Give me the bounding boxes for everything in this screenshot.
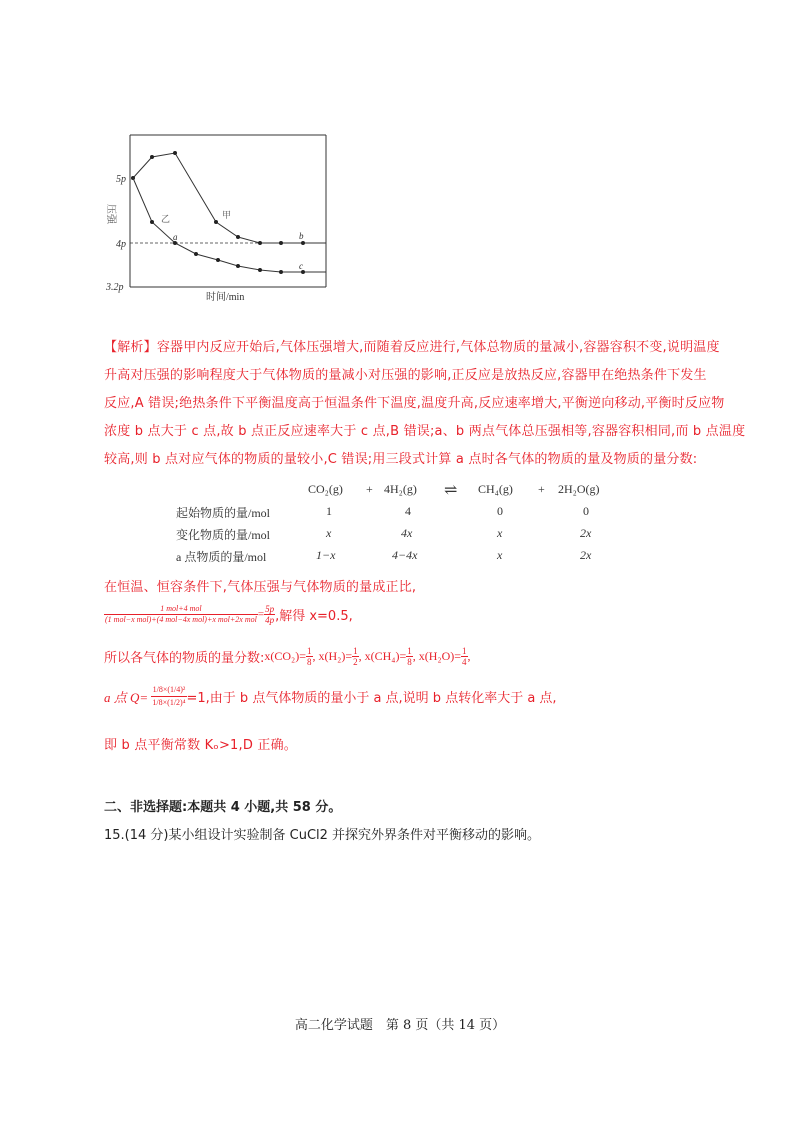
point-label-b: b [299, 231, 304, 241]
section-heading: 二、非选择题:本题共 4 小题,共 58 分。 [104, 800, 342, 815]
cell: 4x [401, 526, 413, 540]
equation-result: ,解得 x=0.5, [275, 609, 353, 624]
q-prefix: a 点 Q= [104, 690, 149, 705]
lhs-fraction [104, 604, 258, 625]
numerator: 1 [462, 646, 467, 656]
header-plus-2: + [538, 482, 545, 496]
page-footer: 高二化学试题 第 8 页（共 14 页） [294, 1018, 506, 1033]
point [214, 220, 218, 224]
header-plus-1: + [366, 482, 373, 496]
analysis-line-4: 浓度 b 点大于 c 点,故 b 点正反应速率大于 c 点,B 错误;a、b 两点气体总压强相等,容器容积相同,而 b 点温度 [104, 424, 746, 439]
pressure-time-chart [100, 130, 340, 305]
curve-yi [133, 178, 326, 272]
x-h2-label: x(H₂)= [318, 649, 353, 663]
analysis-text: 容器甲内反应开始后,气体压强增大,而随着反应进行,气体总物质的量减小,容器容积不变,说明温度 [156, 340, 720, 355]
header-equilibrium-arrow: ⇌ [444, 482, 458, 499]
analysis-line-5: 较高,则 b 点对应气体的物质的量较小,C 错误;用三段式计算 a 点时各气体的物质的量及物质的量分数: [104, 452, 698, 467]
series-label-yi: 乙 [161, 214, 171, 224]
series-label-jia: 甲 [222, 210, 232, 220]
header-h2o: 2H₂O(g) [558, 482, 600, 496]
three-stage-table [0, 482, 800, 562]
cell: 0 [497, 504, 503, 518]
q-calculation-line [104, 684, 557, 709]
y-tick-3.2p: 3.2p [106, 282, 124, 293]
numerator: 1 [307, 646, 312, 656]
conclusion-line: 即 b 点平衡常数 Kₒ>1,D 正确。 [104, 738, 297, 753]
cell: x [497, 526, 503, 540]
point [258, 241, 262, 245]
rhs-fraction [264, 604, 275, 625]
row-label-initial: 起始物质的量/mol [176, 506, 271, 520]
pressure-equation: $\frac{\text{1 mol+4 mol}}{\text{(1 mol−x mol)+(4 mol−4x mol)+x mol+2x mol}}$ = $\frac{5p}{4p}$ ,解得 x=0.5, [105, 604, 353, 625]
curve-yi-points [150, 220, 305, 274]
point [279, 241, 283, 245]
x-axis-label: 时间/min [206, 292, 245, 303]
cell: 4 [405, 504, 411, 518]
y-tick-5p: 5p [116, 174, 126, 185]
point [279, 270, 283, 274]
rhs-numerator: 5p [265, 604, 275, 614]
header-ch4: CH₄(g) [478, 482, 513, 496]
mole-fraction-prefix: 所以各气体的物质的量分数: [104, 651, 265, 666]
lhs-denominator: (1 mol−x mol)+(4 mol−4x mol)+x mol+2x mol [105, 615, 257, 624]
denominator: 8 [307, 657, 312, 667]
point [150, 155, 154, 159]
proportional-statement: 在恒温、恒容条件下,气体压强与气体物质的量成正比, [104, 580, 417, 595]
y-axis-label: 压强 [105, 204, 116, 224]
mole-fractions-line: 所以各气体的物质的量分数:x(CO₂)= $\frac{1}{8}$ , x(H₂)= $\frac{1}{2}$ , x(CH₄)= $\frac{1}{8}$ , x(H₂O)= $\frac{1}{4}$ , [104, 646, 471, 667]
denominator: 2 [353, 657, 358, 667]
point-label-c: c [299, 261, 303, 271]
cell: 4−4x [392, 548, 418, 562]
point [150, 220, 154, 224]
point [194, 252, 198, 256]
x-ch4-label: x(CH₄)= [364, 649, 407, 663]
cell: 1−x [316, 548, 336, 562]
lhs-numerator: 1 mol+4 mol [104, 604, 258, 615]
numerator: 1 [353, 646, 358, 656]
curve-jia-points [131, 151, 305, 245]
row-label-point-a: a 点物质的量/mol [176, 550, 267, 564]
denominator: 8 [407, 657, 412, 667]
cell: 2x [580, 548, 592, 562]
question-15: 15.(14 分)某小组设计实验制备 CuCl2 并探究外界条件对平衡移动的影响。 [104, 828, 541, 843]
q-expression-fraction [151, 684, 186, 709]
header-co2: CO₂(g) [308, 482, 343, 496]
point-label-a: a [173, 232, 178, 242]
row-label-change: 变化物质的量/mol [176, 528, 271, 542]
cell: x [326, 526, 332, 540]
cell: x [497, 548, 503, 562]
denominator: 4 [462, 657, 467, 667]
q-suffix: =1,由于 b 点气体物质的量小于 a 点,说明 b 点转化率大于 a 点, [186, 691, 557, 706]
point [236, 235, 240, 239]
point [301, 241, 305, 245]
curve-jia [133, 153, 326, 243]
rhs-denominator: 4p [265, 615, 275, 625]
point [173, 151, 177, 155]
analysis-line-3: 反应,A 错误;绝热条件下平衡温度高于恒温条件下温度,温度升高,反应速率增大,平衡逆向移动,平衡时反应物 [104, 396, 725, 411]
header-h2: 4H₂(g) [384, 482, 417, 496]
cell: 1 [326, 504, 332, 518]
analysis-line-2: 升高对压强的影响程度大于气体物质的量减小对压强的影响,正反应是放热反应,容器甲在绝热条件下发生 [104, 368, 707, 383]
y-tick-4p: 4p [116, 239, 126, 250]
numerator: 1 [407, 646, 412, 656]
q-denominator: 1/8×(1/2)⁴ [152, 698, 186, 707]
cell: 0 [583, 504, 589, 518]
x-co2-label: x(CO₂)= [264, 649, 307, 663]
point [258, 268, 262, 272]
point [236, 264, 240, 268]
point [216, 258, 220, 262]
cell: 2x [580, 526, 592, 540]
x-h2o-label: x(H₂O)= [418, 649, 462, 663]
analysis-line-1 [104, 334, 745, 362]
analysis-paragraph [104, 334, 745, 474]
analysis-tag: 【解析】 [104, 340, 157, 355]
q-numerator: 1/8×(1/4)² [151, 684, 186, 697]
